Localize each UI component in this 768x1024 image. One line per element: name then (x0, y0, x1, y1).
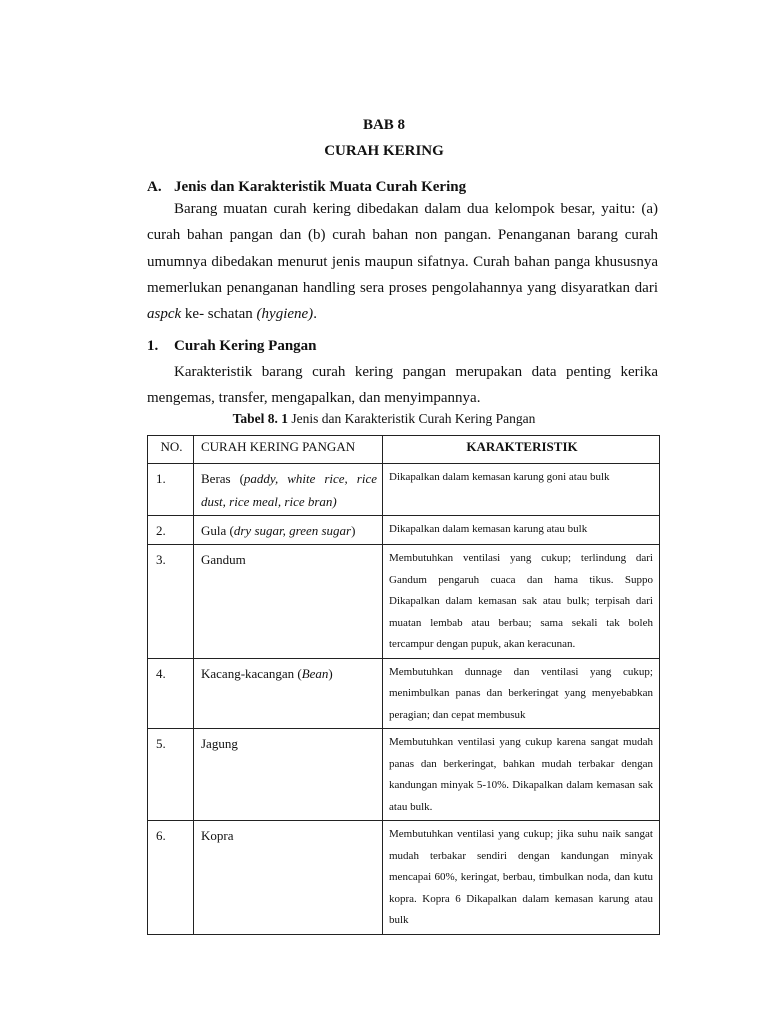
header-karakteristik: KARAKTERISTIK (383, 436, 660, 464)
komoditas-name: Gandum (201, 552, 246, 567)
komoditas-latin: Bean (301, 665, 329, 681)
row-no: 1. (148, 464, 194, 516)
header-komoditas: CURAH KERING PANGAN (194, 436, 383, 464)
section-1-number: 1. (147, 338, 159, 354)
row-no: 3. (148, 545, 194, 659)
para-a-text-2: ke- schatan (181, 306, 257, 323)
row-komoditas (194, 545, 383, 659)
table-caption (0, 411, 768, 427)
para-a-italic-aspck: aspck (147, 306, 182, 323)
row-karakteristik: Membutuhkan ventilasi yang cukup karena sangat mudah panas dan berkeringat, bahkan mudah terbakar dengan kandungan minyak 5-10%. Dikapalkan dalam kemasan sak atau bulk. (383, 729, 660, 821)
komoditas-suffix: ) (351, 523, 356, 538)
row-karakteristik: Dikapalkan dalam kemasan karung atau bulk (383, 516, 660, 545)
table-row (148, 545, 660, 659)
para-a-italic-hygiene: (hygiene) (256, 306, 314, 323)
section-a-title: Jenis dan Karakteristik Muata Curah Kering (174, 179, 467, 195)
row-komoditas (194, 729, 383, 821)
komoditas-name: Beras ( (201, 471, 244, 486)
para-a-end: . (313, 306, 317, 323)
row-no: 6. (148, 821, 194, 935)
komoditas-suffix: ) (328, 665, 333, 681)
row-karakteristik: Membutuhkan ventilasi yang cukup; terlindung dari Gandum pengaruh cuaca dan hama tikus. Suppo Dikapalkan dalam kemasan sak atau bulk; terpisah dari muatan lembab atau berbau; sama sekali tak boleh tercampur dengan pupuk, akan keracunan. (383, 545, 660, 659)
table-header-row (148, 436, 660, 464)
characteristics-table (147, 435, 660, 935)
row-no: 5. (148, 729, 194, 821)
row-karakteristik: Membutuhkan ventilasi yang cukup; jika suhu naik sangat mudah terbakar sendiri dengan kandungan minyak mencapai 60%, keringat, berbau, timbulkan noda, dan kutu kopra. Kopra 6 Dikapalkan dalam kemasan karung atau bulk (383, 821, 660, 935)
row-komoditas (194, 658, 383, 729)
chapter-title: CURAH KERING (324, 143, 444, 159)
komoditas-name: Kacang-kacangan ( (201, 665, 302, 681)
section-a-heading (147, 179, 466, 196)
section-1-title: Curah Kering Pangan (174, 338, 317, 354)
komoditas-name: Jagung (201, 736, 238, 751)
table-caption-text: Jenis dan Karakteristik Curah Kering Pangan (287, 411, 536, 426)
header-no: NO. (148, 436, 194, 464)
chapter-number: BAB 8 (362, 117, 406, 133)
table-row (148, 821, 660, 935)
komoditas-latin: dry sugar, green sugar (233, 523, 352, 538)
row-no: 4. (148, 658, 194, 729)
row-karakteristik: Membutuhkan dunnage dan ventilasi yang cukup; menimbulkan panas dan berkeringat yang menyebabkan peragian; dan cepat membusuk (383, 658, 660, 729)
komoditas-name: Gula ( (201, 523, 234, 538)
para-a-text: Barang muatan curah kering dibedakan dalam dua kelompok besar, yaitu: (a) curah bahan pangan dan (b) curah bahan non pangan. Penanganan barang curah umumnya dibedakan menurut jenis maupun sifatnya. Curah bahan panga khususnya memerlukan penanganan handling sera proses pengolahannya yang disyaratkan dari (147, 201, 658, 296)
table-row (148, 516, 660, 545)
section-a-number: A. (147, 179, 162, 195)
row-komoditas (194, 821, 383, 935)
table-row (148, 658, 660, 729)
komoditas-name: Kopra (201, 828, 234, 843)
row-komoditas (194, 464, 383, 516)
row-komoditas (194, 516, 383, 545)
komoditas-latin: paddy, white rice, rice dust, rice meal, rice bran) (201, 471, 378, 509)
section-a-paragraph (147, 196, 658, 327)
section-1-paragraph (147, 359, 658, 412)
table-row (148, 729, 660, 821)
table-caption-label: Tabel 8. 1 (232, 411, 288, 426)
row-no: 2. (148, 516, 194, 545)
row-karakteristik: Dikapalkan dalam kemasan karung goni atau bulk (383, 464, 660, 516)
section-1-heading (147, 338, 317, 355)
para-1-text: Karakteristik barang curah kering pangan merupakan data penting kerika mengemas, transfer, mengapalkan, dan menyimpannya. (147, 364, 658, 407)
table-row (148, 464, 660, 516)
